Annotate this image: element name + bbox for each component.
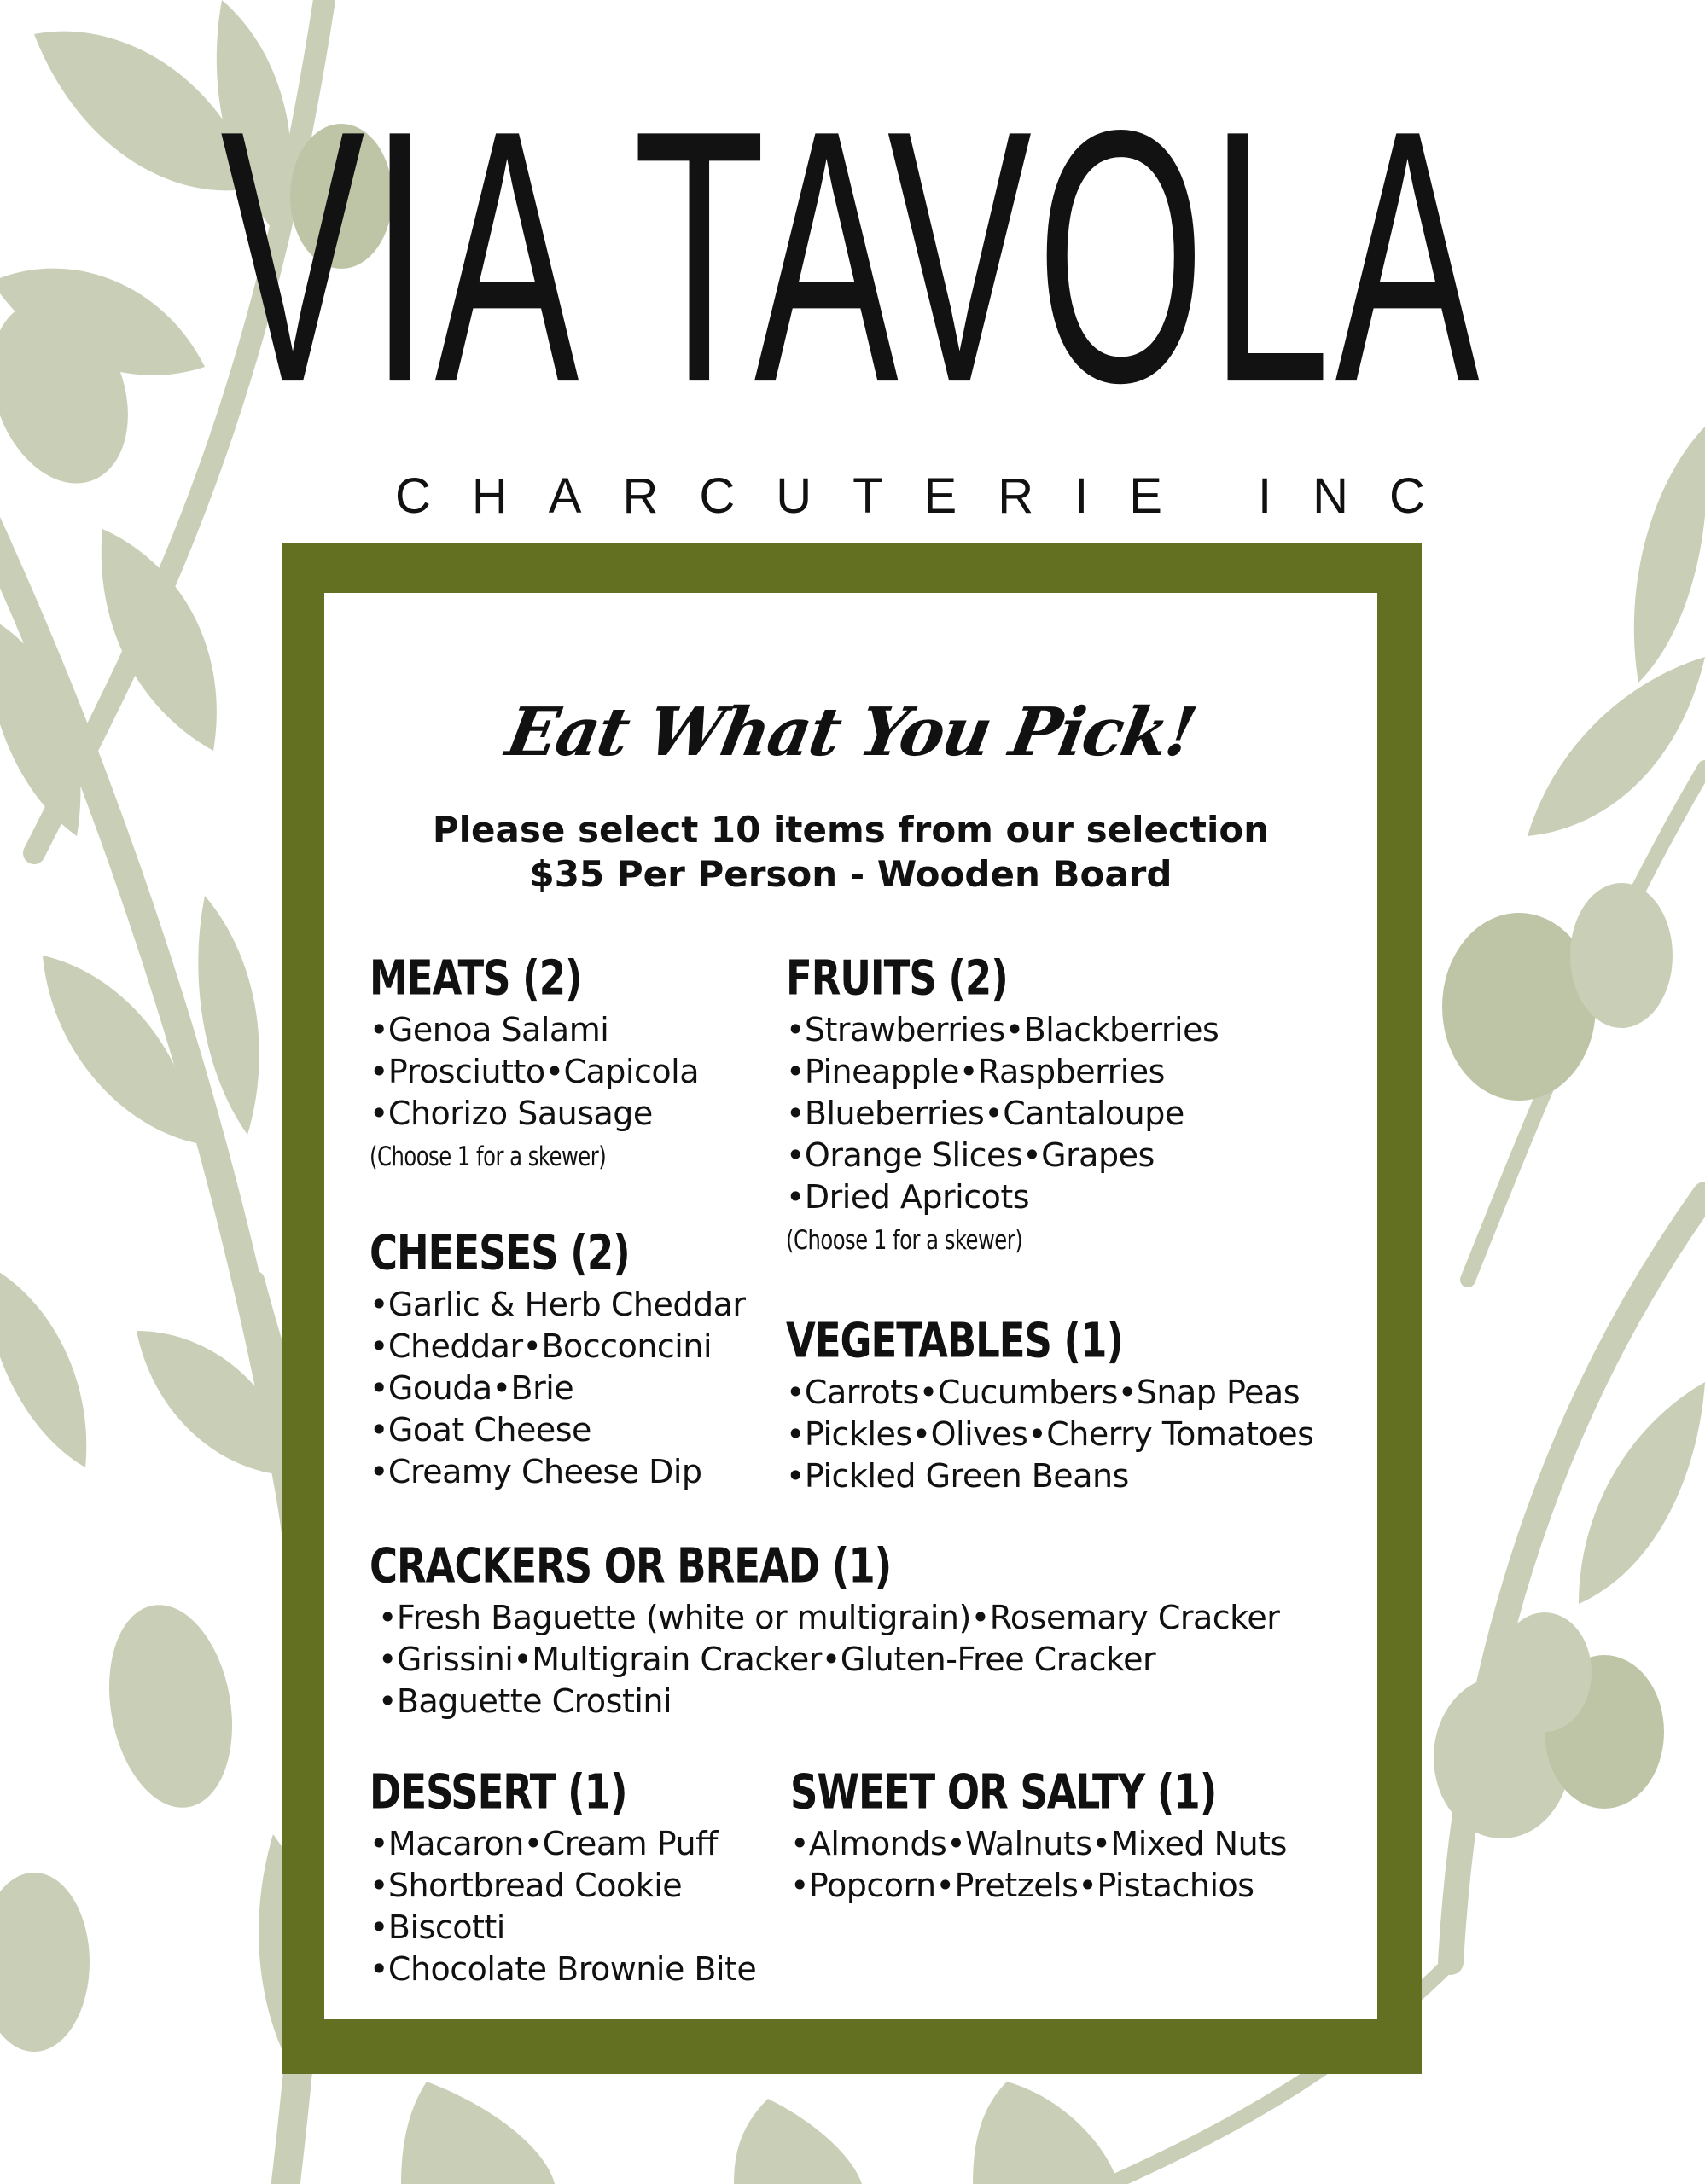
list-item: •Blueberries•Cantaloupe <box>786 1095 1184 1132</box>
list-item: •Almonds•Walnuts•Mixed Nuts <box>790 1825 1287 1862</box>
section-meats <box>370 950 699 1172</box>
list-item: •Chorizo Sausage <box>370 1095 653 1132</box>
section-vegetables <box>786 1312 1313 1497</box>
list-item: •Pickles•Olives•Cherry Tomatoes <box>786 1415 1314 1453</box>
list-item: •Dried Apricots <box>786 1178 1030 1216</box>
section-sweet-salty <box>790 1763 1287 1907</box>
section-note: (Choose 1 for a skewer) <box>370 1141 607 1173</box>
item-list <box>370 1284 746 1493</box>
list-item: •Goat Cheese <box>370 1411 591 1449</box>
section-dessert <box>370 1763 756 1990</box>
section-heading: FRUITS (2) <box>786 950 1008 1007</box>
item-list <box>378 1597 1279 1722</box>
item-list <box>370 1823 756 1990</box>
list-item: •Cheddar•Bocconcini <box>370 1327 713 1365</box>
menu-frame <box>282 543 1422 2074</box>
item-list <box>786 1372 1313 1497</box>
list-item: •Gouda•Brie <box>370 1369 574 1407</box>
list-item: •Shortbread Cookie <box>370 1867 683 1904</box>
list-item: •Garlic & Herb Cheddar <box>370 1286 746 1323</box>
brand-title-text: VIA TAVOLA <box>220 57 1485 458</box>
list-item: •Biscotti <box>370 1908 505 1946</box>
tagline: Eat What You Pick! <box>500 694 1202 771</box>
item-list <box>370 1009 699 1135</box>
section-cheeses <box>370 1224 746 1493</box>
section-note: (Choose 1 for a skewer) <box>786 1225 1023 1257</box>
list-item: •Creamy Cheese Dip <box>370 1453 702 1490</box>
list-item: •Grissini•Multigrain Cracker•Gluten-Free Cracker <box>378 1641 1156 1678</box>
intro <box>324 808 1377 897</box>
list-item: •Orange Slices•Grapes <box>786 1136 1155 1174</box>
menu-panel <box>324 593 1377 2019</box>
list-item: •Fresh Baguette (white or multigrain)•Rosemary Cracker <box>378 1599 1280 1636</box>
intro-line-1: Please select 10 items from our selection <box>432 809 1270 851</box>
section-fruits <box>786 950 1219 1256</box>
intro-line-2: $35 Per Person - Wooden Board <box>529 853 1173 895</box>
section-heading: SWEET OR SALTY (1) <box>790 1764 1217 1821</box>
section-heading: MEATS (2) <box>370 950 582 1007</box>
list-item: •Macaron•Cream Puff <box>370 1825 718 1862</box>
list-item: •Baguette Crostini <box>378 1682 672 1720</box>
item-list <box>786 1009 1219 1218</box>
list-item: •Strawberries•Blackberries <box>786 1011 1219 1048</box>
brand-subtitle: CHARCUTERIE INC <box>395 468 1466 524</box>
section-crackers <box>370 1537 1279 1722</box>
list-item: •Genoa Salami <box>370 1011 609 1048</box>
list-item: •Carrots•Cucumbers•Snap Peas <box>786 1374 1300 1411</box>
brand-title <box>0 57 1705 522</box>
list-item: •Pickled Green Beans <box>786 1457 1129 1495</box>
list-item: •Chocolate Brownie Bite <box>370 1950 757 1988</box>
section-heading: CHEESES (2) <box>370 1225 630 1281</box>
list-item: •Pineapple•Raspberries <box>786 1053 1165 1090</box>
section-heading: CRACKERS OR BREAD (1) <box>370 1538 892 1594</box>
section-heading: DESSERT (1) <box>370 1764 627 1821</box>
item-list <box>790 1823 1287 1907</box>
list-item: •Prosciutto•Capicola <box>370 1053 699 1090</box>
list-item: •Popcorn•Pretzels•Pistachios <box>790 1867 1254 1904</box>
section-heading: VEGETABLES (1) <box>786 1313 1123 1369</box>
